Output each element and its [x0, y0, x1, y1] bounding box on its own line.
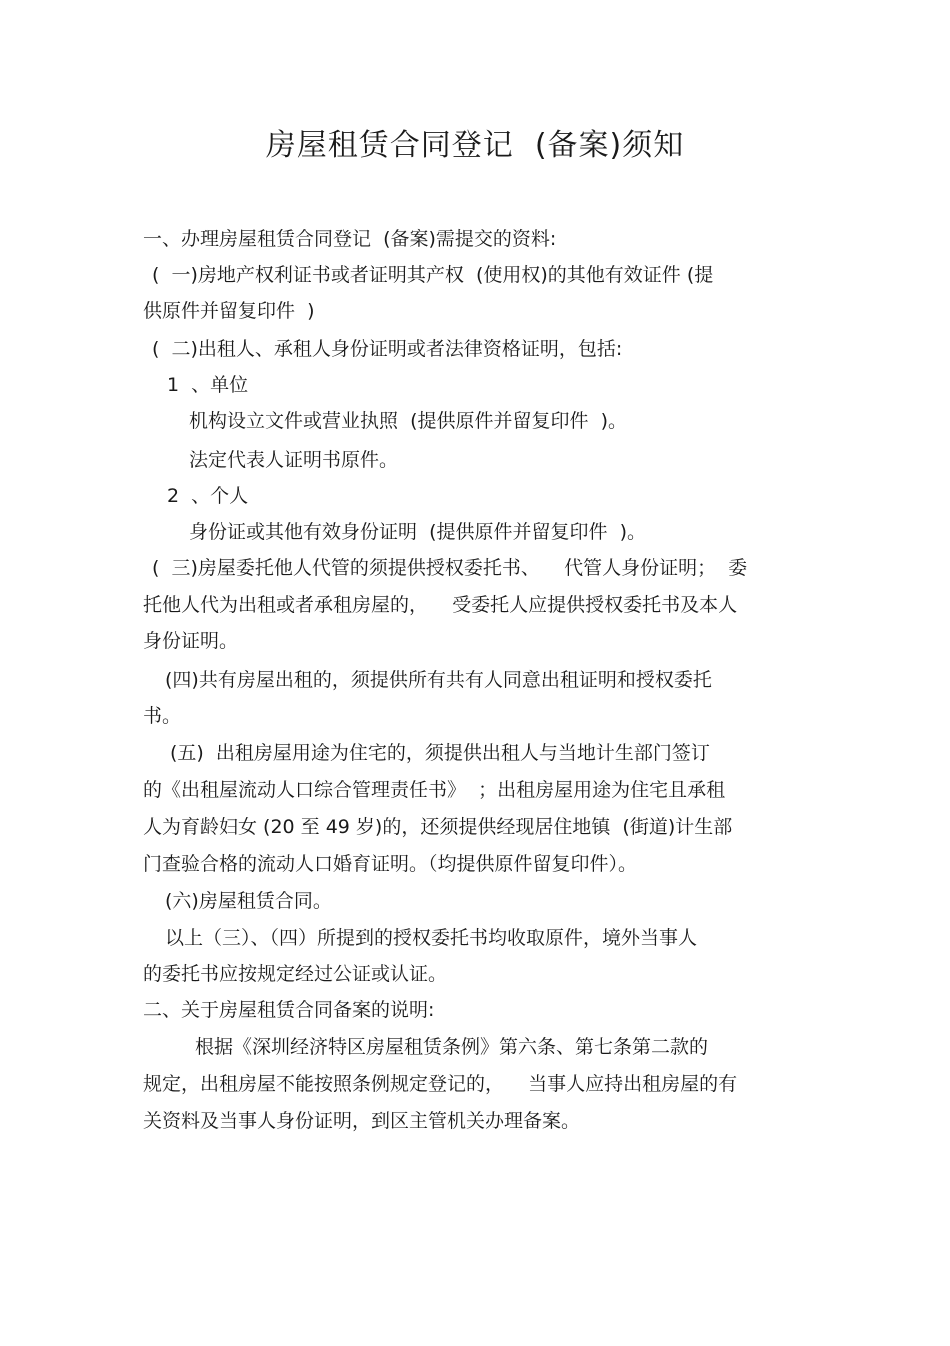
section-2-line-3: 关资料及当事人身份证明，到区主管机关办理备案。: [143, 1110, 581, 1132]
item-3-line-1: ( 三)房屋委托他人代管的须提供授权委托书、 代管人身份证明； 委: [152, 557, 748, 579]
section-heading-2: 二、关于房屋租赁合同备案的说明:: [143, 999, 435, 1021]
item-6: (六)房屋租赁合同。: [165, 890, 332, 912]
item-4-line-2: 书。: [143, 705, 182, 727]
item-5-line-4: 门查验合格的流动人口婚育证明。（均提供原件留复印件）。: [143, 853, 638, 875]
item-3-line-3: 身份证明。: [143, 630, 239, 652]
subitem-individual-doc: 身份证或其他有效身份证明 (提供原件并留复印件 )。: [189, 521, 646, 543]
item-5-line-2: 的《出租屋流动人口综合管理责任书》 ；出租房屋用途为住宅且承租: [143, 779, 726, 801]
item-2-line-1: ( 二)出租人、承租人身份证明或者法律资格证明，包括:: [152, 338, 623, 360]
item-1-line-1: ( 一)房地产权利证书或者证明其产权 (使用权)的其他有效证件 (提: [152, 264, 714, 286]
item-3-line-2: 托他人代为出租或者承租房屋的， 受委托人应提供授权委托书及本人: [143, 594, 738, 616]
document-title: 房屋租赁合同登记 (备案)须知: [265, 128, 685, 163]
section-heading-1: 一、办理房屋租赁合同登记 (备案)需提交的资料:: [143, 228, 557, 250]
item-5-line-1: (五) 出租房屋用途为住宅的，须提供出租人与当地计生部门签订: [170, 742, 710, 764]
subitem-unit-doc-1: 机构设立文件或营业执照 (提供原件并留复印件 )。: [189, 410, 627, 432]
section-2-line-2: 规定，出租房屋不能按照条例规定登记的， 当事人应持出租房屋的有: [143, 1073, 738, 1095]
item-4-line-1: (四)共有房屋出租的，须提供所有共有人同意出租证明和授权委托: [165, 669, 712, 691]
item-5-line-3: 人为育龄妇女 (20 至 49 岁)的，还须提供经现居住地镇 (街道)计生部: [143, 816, 733, 838]
item-1-line-2: 供原件并留复印件 ): [143, 300, 315, 322]
note-line-2: 的委托书应按规定经过公证或认证。: [143, 963, 448, 985]
subitem-unit: 1 、单位: [167, 374, 249, 396]
subitem-unit-doc-2: 法定代表人证明书原件。: [189, 449, 399, 471]
note-line-1: 以上（三）、（四）所提到的授权委托书均收取原件，境外当事人: [165, 927, 698, 949]
subitem-individual: 2 、个人: [167, 485, 249, 507]
section-2-line-1: 根据《深圳经济特区房屋租赁条例》第六条、第七条第二款的: [195, 1036, 709, 1058]
